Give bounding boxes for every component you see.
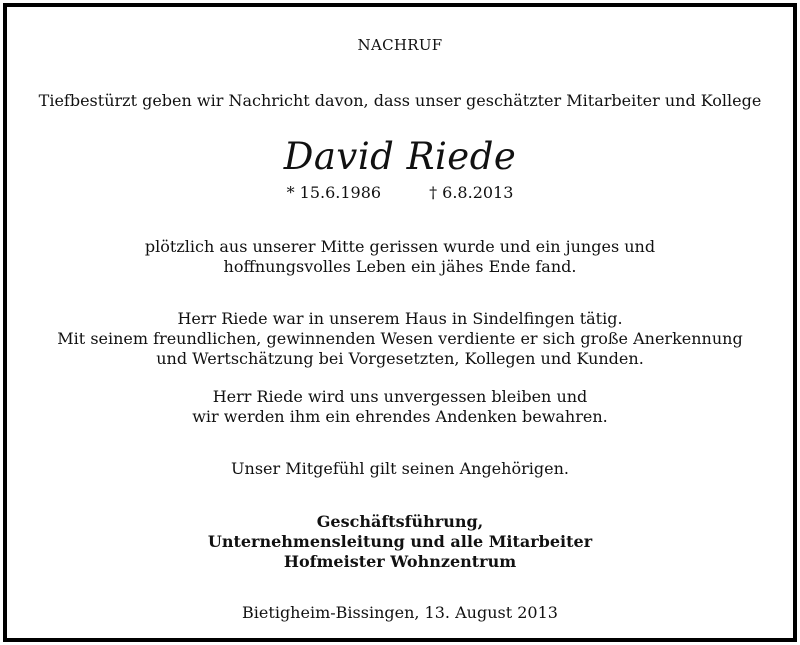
life-dates bbox=[7, 183, 793, 203]
intro-text: Tiefbestürzt geben wir Nachricht davon, dass unser geschätzter Mitarbeiter und Kollege bbox=[38, 91, 762, 110]
condolence-line: Unser Mitgefühl gilt seinen Angehörigen. bbox=[231, 459, 569, 478]
paragraph-line: plötzlich aus unserer Mitte gerissen wurde und ein junges und bbox=[144, 237, 656, 256]
signature-line: Unternehmensleitung und alle Mitarbeiter bbox=[207, 532, 593, 551]
deceased-name: David Riede bbox=[283, 135, 517, 178]
place-and-date: Bietigheim-Bissingen, 13. August 2013 bbox=[242, 603, 558, 622]
paragraph-line: Herr Riede war in unserem Haus in Sindelfingen tätig. bbox=[177, 309, 623, 328]
signature-line: Hofmeister Wohnzentrum bbox=[283, 552, 517, 571]
death-date: † 6.8.2013 bbox=[429, 183, 514, 202]
obituary-frame bbox=[3, 3, 797, 642]
birth-date: * 15.6.1986 bbox=[286, 183, 382, 202]
paragraph-line: wir werden ihm ein ehrendes Andenken bewahren. bbox=[192, 407, 608, 426]
heading-title: NACHRUF bbox=[357, 36, 443, 54]
paragraph-line: hoffnungsvolles Leben ein jähes Ende fand. bbox=[223, 257, 577, 276]
paragraph-line: und Wertschätzung bei Vorgesetzten, Kollegen und Kunden. bbox=[156, 349, 644, 368]
paragraph-line: Mit seinem freundlichen, gewinnenden Wesen verdiente er sich große Anerkennung bbox=[57, 329, 743, 348]
signature-line: Geschäftsführung, bbox=[316, 512, 484, 531]
paragraph-line: Herr Riede wird uns unvergessen bleiben und bbox=[212, 387, 588, 406]
